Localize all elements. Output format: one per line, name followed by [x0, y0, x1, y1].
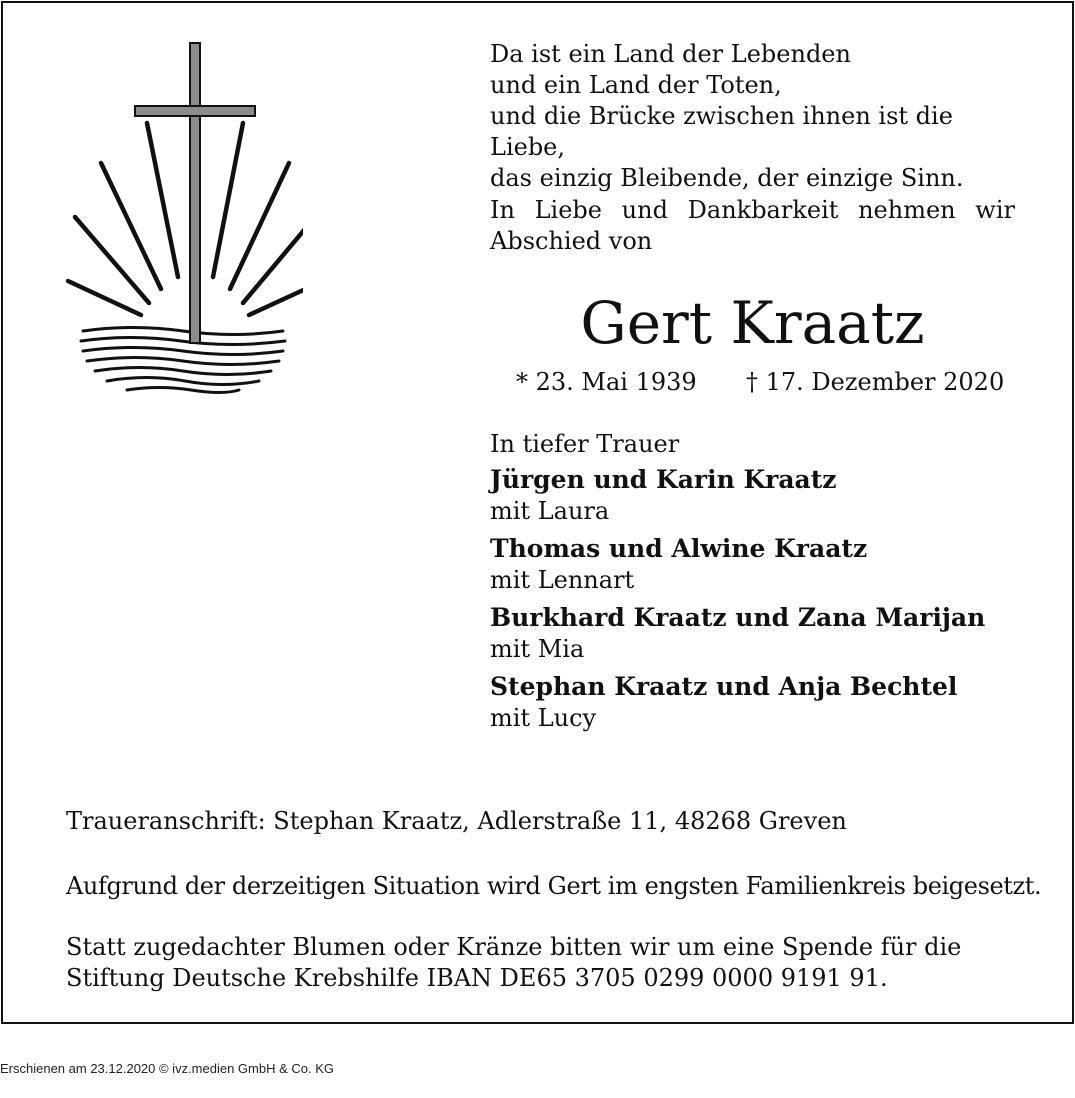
cross-with-sun-rays-and-water-icon [63, 41, 303, 397]
verse-line: Da ist ein Land der Lebenden [490, 40, 851, 68]
mourner-family [490, 464, 1030, 526]
mourner-family [490, 602, 1030, 664]
mourners-list [490, 429, 1030, 740]
obituary-notice [1, 1, 1074, 1024]
death-date: † 17. Dezember 2020 [746, 368, 1005, 396]
mourner-child: mit Lucy [490, 704, 597, 732]
mourner-family [490, 533, 1030, 595]
birth-date: * 23. Mai 1939 [516, 368, 697, 396]
mourning-address: Traueranschrift: Stephan Kraatz, Adlerstraße 11, 48268 Greven [66, 807, 847, 835]
verse-line: und die Brücke zwischen ihnen ist die Liebe, [490, 102, 953, 161]
mourner-names: Thomas und Alwine Kraatz [490, 534, 868, 563]
mourner-child: mit Laura [490, 497, 610, 525]
publication-footer: Erschienen am 23.12.2020 © ivz.medien GmbH & Co. KG [0, 1061, 335, 1076]
mourner-child: mit Lennart [490, 566, 635, 594]
mourner-names: Burkhard Kraatz und Zana Marijan [490, 603, 986, 632]
mourner-names: Jürgen und Karin Kraatz [490, 465, 837, 494]
farewell-text: In Liebe und Dankbarkeit nehmen wir Abschied von [490, 196, 1015, 255]
mourner-family [490, 671, 1030, 733]
verse-line: und ein Land der Toten, [490, 71, 782, 99]
mourning-intro: In tiefer Trauer [490, 430, 680, 458]
verse-line: das einzig Bleibende, der einzige Sinn. [490, 164, 964, 192]
mourner-child: mit Mia [490, 635, 585, 663]
donation-request: Statt zugedachter Blumen oder Kränze bitten wir um eine Spende für die Stiftung Deutsche Krebshilfe IBAN DE65 3705 0299 0000 9191 91. [66, 933, 962, 992]
poem-verse [490, 39, 1015, 194]
mourner-names: Stephan Kraatz und Anja Bechtel [490, 672, 958, 701]
deceased-name: Gert Kraatz [580, 289, 925, 357]
burial-notice: Aufgrund der derzeitigen Situation wird Gert im engsten Familienkreis beigesetzt. [66, 872, 1042, 900]
